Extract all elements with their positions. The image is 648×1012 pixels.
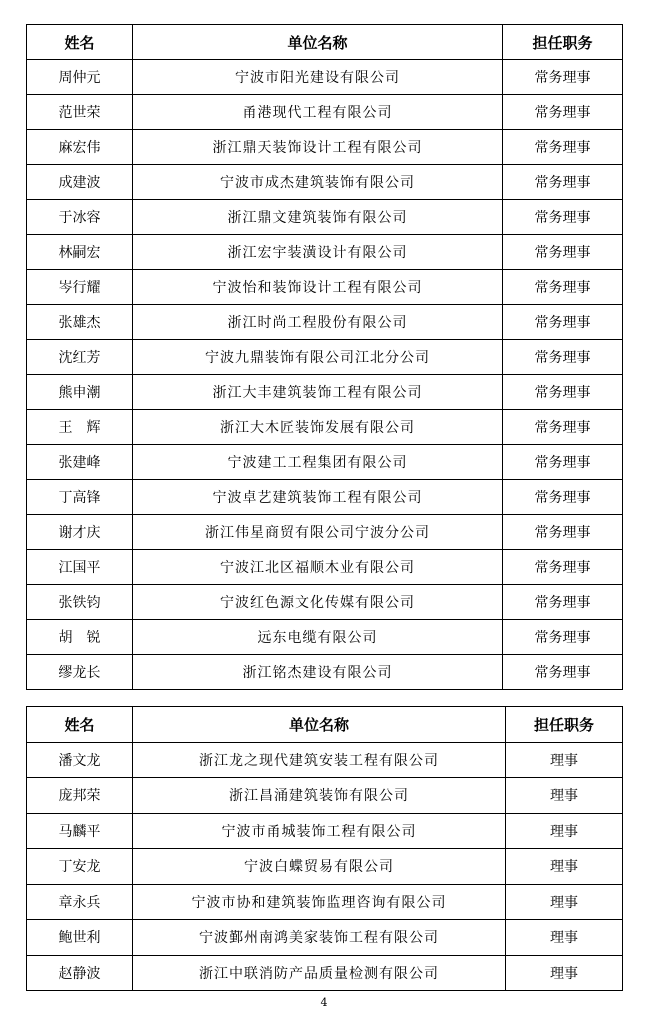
- table-row: [27, 742, 623, 778]
- person-name-cell: 张铁钧: [27, 585, 133, 620]
- table-row: [27, 235, 623, 270]
- position-cell: 常务理事: [503, 95, 623, 130]
- position-cell: 理事: [506, 813, 623, 849]
- position-cell: 常务理事: [503, 585, 623, 620]
- header-position: 担任职务: [506, 707, 623, 743]
- position-cell: 理事: [506, 849, 623, 885]
- header-organization: 单位名称: [133, 707, 506, 743]
- organization-cell: 宁波怡和装饰设计工程有限公司: [133, 270, 503, 305]
- table-row: [27, 165, 623, 200]
- person-name-cell: 成建波: [27, 165, 133, 200]
- table-row: [27, 585, 623, 620]
- organization-cell: 浙江大丰建筑装饰工程有限公司: [133, 375, 503, 410]
- organization-cell: 宁波鄞州南鸿美家装饰工程有限公司: [133, 920, 506, 956]
- person-name-cell: 熊申潮: [27, 375, 133, 410]
- person-name-cell: 庞邦荣: [27, 778, 133, 814]
- organization-cell: 宁波建工工程集团有限公司: [133, 445, 503, 480]
- table-row: [27, 375, 623, 410]
- table-row: [27, 550, 623, 585]
- table-row: [27, 445, 623, 480]
- position-cell: 常务理事: [503, 480, 623, 515]
- organization-cell: 宁波白蝶贸易有限公司: [133, 849, 506, 885]
- organization-cell: 浙江铭杰建设有限公司: [133, 655, 503, 690]
- position-cell: 理事: [506, 955, 623, 991]
- table-header-row: [27, 25, 623, 60]
- person-name-cell: 胡 锐: [27, 620, 133, 655]
- position-cell: 常务理事: [503, 130, 623, 165]
- table-row: [27, 340, 623, 375]
- position-cell: 常务理事: [503, 165, 623, 200]
- person-name-cell: 张建峰: [27, 445, 133, 480]
- table-row: [27, 655, 623, 690]
- position-cell: 理事: [506, 884, 623, 920]
- organization-cell: 宁波红色源文化传媒有限公司: [133, 585, 503, 620]
- table-body: [27, 60, 623, 690]
- table-row: [27, 200, 623, 235]
- table-row: [27, 849, 623, 885]
- table-header-row: [27, 707, 623, 743]
- person-name-cell: 王 辉: [27, 410, 133, 445]
- person-name-cell: 麻宏伟: [27, 130, 133, 165]
- organization-cell: 浙江昌涌建筑装饰有限公司: [133, 778, 506, 814]
- table-row: [27, 95, 623, 130]
- position-cell: 常务理事: [503, 340, 623, 375]
- table-row: [27, 270, 623, 305]
- position-cell: 常务理事: [503, 270, 623, 305]
- person-name-cell: 周仲元: [27, 60, 133, 95]
- position-cell: 常务理事: [503, 200, 623, 235]
- table-row: [27, 955, 623, 991]
- position-cell: 常务理事: [503, 655, 623, 690]
- position-cell: 常务理事: [503, 235, 623, 270]
- table-row: [27, 778, 623, 814]
- position-cell: 理事: [506, 742, 623, 778]
- standing-directors-table: [26, 24, 623, 690]
- table-row: [27, 813, 623, 849]
- table-row: [27, 620, 623, 655]
- header-name: 姓名: [27, 707, 133, 743]
- directors-table: [26, 706, 623, 991]
- person-name-cell: 丁安龙: [27, 849, 133, 885]
- organization-cell: 浙江中联消防产品质量检测有限公司: [133, 955, 506, 991]
- position-cell: 理事: [506, 920, 623, 956]
- organization-cell: 浙江鼎文建筑装饰有限公司: [133, 200, 503, 235]
- organization-cell: 浙江鼎天装饰设计工程有限公司: [133, 130, 503, 165]
- table-body: [27, 742, 623, 991]
- position-cell: 常务理事: [503, 305, 623, 340]
- person-name-cell: 潘文龙: [27, 742, 133, 778]
- table-row: [27, 410, 623, 445]
- organization-cell: 宁波九鼎装饰有限公司江北分公司: [133, 340, 503, 375]
- person-name-cell: 沈红芳: [27, 340, 133, 375]
- person-name-cell: 鲍世利: [27, 920, 133, 956]
- position-cell: 常务理事: [503, 445, 623, 480]
- table-row: [27, 60, 623, 95]
- position-cell: 常务理事: [503, 375, 623, 410]
- position-cell: 常务理事: [503, 550, 623, 585]
- organization-cell: 甬港现代工程有限公司: [133, 95, 503, 130]
- position-cell: 理事: [506, 778, 623, 814]
- organization-cell: 宁波市成杰建筑装饰有限公司: [133, 165, 503, 200]
- position-cell: 常务理事: [503, 515, 623, 550]
- table-row: [27, 884, 623, 920]
- person-name-cell: 丁高锋: [27, 480, 133, 515]
- person-name-cell: 林嗣宏: [27, 235, 133, 270]
- organization-cell: 宁波市协和建筑装饰监理咨询有限公司: [133, 884, 506, 920]
- organization-cell: 浙江宏宇装潢设计有限公司: [133, 235, 503, 270]
- table-row: [27, 305, 623, 340]
- person-name-cell: 岑行耀: [27, 270, 133, 305]
- table-row: [27, 130, 623, 165]
- organization-cell: 宁波江北区福顺木业有限公司: [133, 550, 503, 585]
- organization-cell: 浙江伟星商贸有限公司宁波分公司: [133, 515, 503, 550]
- person-name-cell: 赵静波: [27, 955, 133, 991]
- organization-cell: 宁波市甬城装饰工程有限公司: [133, 813, 506, 849]
- person-name-cell: 章永兵: [27, 884, 133, 920]
- position-cell: 常务理事: [503, 60, 623, 95]
- organization-cell: 宁波市阳光建设有限公司: [133, 60, 503, 95]
- person-name-cell: 缪龙长: [27, 655, 133, 690]
- person-name-cell: 江国平: [27, 550, 133, 585]
- header-position: 担任职务: [503, 25, 623, 60]
- position-cell: 常务理事: [503, 620, 623, 655]
- person-name-cell: 张雄杰: [27, 305, 133, 340]
- header-name: 姓名: [27, 25, 133, 60]
- page-number: 4: [320, 996, 328, 1009]
- organization-cell: 远东电缆有限公司: [133, 620, 503, 655]
- person-name-cell: 范世荣: [27, 95, 133, 130]
- table-row: [27, 480, 623, 515]
- position-cell: 常务理事: [503, 410, 623, 445]
- organization-cell: 浙江龙之现代建筑安装工程有限公司: [133, 742, 506, 778]
- organization-cell: 宁波卓艺建筑装饰工程有限公司: [133, 480, 503, 515]
- organization-cell: 浙江大木匠装饰发展有限公司: [133, 410, 503, 445]
- person-name-cell: 谢才庆: [27, 515, 133, 550]
- table-row: [27, 920, 623, 956]
- header-organization: 单位名称: [133, 25, 503, 60]
- person-name-cell: 于冰容: [27, 200, 133, 235]
- person-name-cell: 马麟平: [27, 813, 133, 849]
- table-row: [27, 515, 623, 550]
- organization-cell: 浙江时尚工程股份有限公司: [133, 305, 503, 340]
